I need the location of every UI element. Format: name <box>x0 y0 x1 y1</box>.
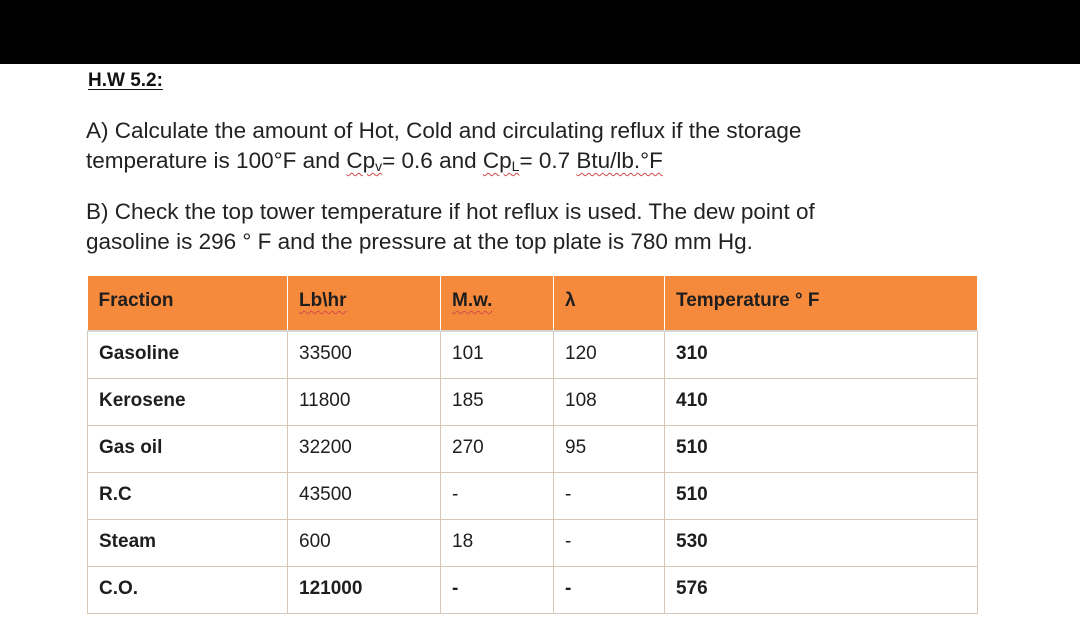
cp-liquid-symbol: $Cp_L$ <box>482 148 520 174</box>
cell-lb-hr: 33500 <box>288 331 441 379</box>
cell-mw: 185 <box>441 379 554 426</box>
cell-lb-hr: 600 <box>288 520 441 567</box>
cell-mw: 101 <box>441 331 554 379</box>
cp-vapor-value: = 0.6 and <box>382 148 483 173</box>
cell-lb-hr: 43500 <box>288 473 441 520</box>
part-b-line-2: gasoline is 296 ° F and the pressure at the top plate is 780 mm Hg. <box>86 229 753 254</box>
cell-lambda: 95 <box>554 426 665 473</box>
cell-mw: 18 <box>441 520 554 567</box>
part-a-line-1: A) Calculate the amount of Hot, Cold and circulating reflux if the storage <box>86 118 802 143</box>
cell-lb-hr: 121000 <box>288 567 441 614</box>
cell-temperature: 530 <box>665 520 978 567</box>
cell-lambda: - <box>554 473 665 520</box>
cell-fraction: Steam <box>88 520 288 567</box>
cell-temperature: 510 <box>665 473 978 520</box>
table-row <box>88 473 978 520</box>
cell-lambda: 120 <box>554 331 665 379</box>
cell-mw: - <box>441 473 554 520</box>
table-row <box>88 379 978 426</box>
cell-lb-hr: 32200 <box>288 426 441 473</box>
cell-fraction: Kerosene <box>88 379 288 426</box>
units: Btu/lb.°F <box>576 148 663 173</box>
fraction-data-table <box>87 276 978 614</box>
table-header-row <box>88 276 978 331</box>
cell-temperature: 510 <box>665 426 978 473</box>
cell-temperature: 310 <box>665 331 978 379</box>
header-fraction: Fraction <box>88 276 288 331</box>
cell-lambda: - <box>554 567 665 614</box>
question-part-a <box>86 116 801 176</box>
part-a-line-2 <box>86 146 801 176</box>
cell-temperature: 576 <box>665 567 978 614</box>
cell-mw: - <box>441 567 554 614</box>
cell-fraction: Gasoline <box>88 331 288 379</box>
cp-liquid-value: = 0.7 <box>519 148 577 173</box>
cell-fraction: C.O. <box>88 567 288 614</box>
question-part-b <box>86 197 815 257</box>
cell-lambda: - <box>554 520 665 567</box>
table-row <box>88 331 978 379</box>
cell-lambda: 108 <box>554 379 665 426</box>
cell-lb-hr: 11800 <box>288 379 441 426</box>
table-row <box>88 567 978 614</box>
part-a-line-2-start: temperature is 100°F and <box>86 148 347 173</box>
header-lb-hr: Lb\hr <box>288 276 441 331</box>
header-lambda: λ <box>554 276 665 331</box>
top-black-bar <box>0 0 1080 64</box>
header-mw: M.w. <box>441 276 554 331</box>
cell-temperature: 410 <box>665 379 978 426</box>
cell-fraction: Gas oil <box>88 426 288 473</box>
table-row <box>88 426 978 473</box>
header-temperature: Temperature ° F <box>665 276 978 331</box>
cp-vapor-symbol: $Cp_v$ <box>346 148 383 174</box>
table-row <box>88 520 978 567</box>
homework-title: H.W 5.2: <box>88 70 163 91</box>
cell-fraction: R.C <box>88 473 288 520</box>
part-b-line-1: B) Check the top tower temperature if hot reflux is used. The dew point of <box>86 199 815 224</box>
cell-mw: 270 <box>441 426 554 473</box>
